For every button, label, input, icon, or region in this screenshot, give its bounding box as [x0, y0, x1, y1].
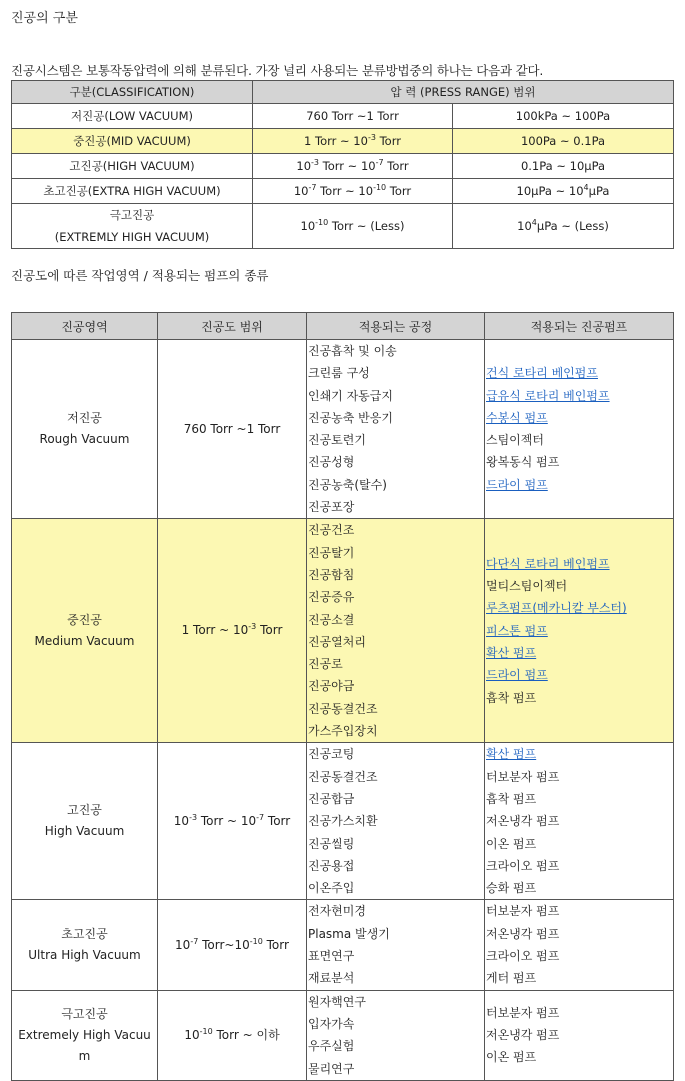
header-pump: 적용되는 진공펌프 [485, 313, 674, 340]
class-torr: $10^{-10}$ Torr ~ (Less) [253, 204, 453, 249]
pump-link[interactable]: 수봉식 펌프 [486, 410, 548, 425]
pump-item: 저온냉각 펌프 [486, 1028, 560, 1043]
pump-link[interactable]: 드라이 펌프 [486, 668, 548, 683]
classification-row [12, 104, 674, 129]
class-pa: 100kPa ~ 100Pa [453, 104, 674, 129]
work-row [12, 990, 674, 1080]
pump-link[interactable]: 확산 펌프 [486, 747, 537, 762]
process-item: 진공합금 [308, 791, 355, 806]
pump-item: 스팀이젝터 [486, 433, 544, 448]
process-item: 크린룸 구성 [308, 366, 370, 381]
process-item: 진공탈기 [308, 545, 355, 560]
classification-table [11, 80, 674, 249]
class-name: 초고진공(EXTRA HIGH VACUUM) [12, 179, 253, 204]
pump-item: 저온냉각 펌프 [486, 814, 560, 829]
pump-item: 흡착 펌프 [486, 690, 537, 705]
class-name: 극고진공 (EXTREMLY HIGH VACUUM) [12, 204, 253, 249]
classification-row [12, 154, 674, 179]
header-pressure-range: 압 력 (PRESS RANGE) 범위 [253, 81, 674, 104]
process-item: 진공흡착 및 이송 [308, 344, 397, 358]
process-item: 진공동결건조 [308, 701, 378, 716]
class-pa: 0.1Pa ~ 10μPa [453, 154, 674, 179]
process-item: 진공농축(탈수) [308, 477, 387, 492]
pump-item: 터보분자 펌프 [486, 904, 560, 919]
class-torr: 1 Torr ~ $10^{-3}$ Torr [253, 129, 453, 154]
pump-item: 이온 펌프 [486, 836, 537, 851]
process-item: 전자현미경 [308, 904, 366, 919]
pump-item: 게터 펌프 [486, 971, 537, 986]
class-name: 저진공(LOW VACUUM) [12, 104, 253, 129]
pump-link[interactable]: 급유식 로타리 베인펌프 [486, 388, 610, 403]
process-item: 인쇄기 자동급지 [308, 388, 393, 403]
work-row [12, 743, 674, 900]
process-item: 입자가속 [308, 1016, 355, 1031]
classification-row [12, 204, 674, 249]
pump-item: 저온냉각 펌프 [486, 926, 560, 941]
pump-list [485, 900, 674, 990]
process-list [307, 743, 485, 900]
pump-item: 왕복동식 펌프 [486, 455, 560, 470]
page-title: 진공의 구분 [11, 11, 78, 26]
class-pa: 10μPa ~ $10^4\mu Pa$ [453, 179, 674, 204]
classification-row [12, 179, 674, 204]
pump-link[interactable]: 드라이 펌프 [486, 477, 548, 492]
process-item: 이온주입 [308, 881, 355, 896]
process-item: 진공함침 [308, 567, 355, 582]
process-item: 표면연구 [308, 949, 355, 964]
process-item: 가스주입장치 [308, 724, 378, 739]
process-item: 우주실험 [308, 1039, 355, 1054]
process-item: 진공씰링 [308, 836, 355, 851]
range-cell: 1 Torr ~ $10^{-3}$ Torr [158, 519, 307, 743]
header-classification: 구분(CLASSIFICATION) [12, 81, 253, 104]
class-name: 고진공(HIGH VACUUM) [12, 154, 253, 179]
classification-header-row [12, 81, 674, 104]
pump-list [485, 519, 674, 743]
area-cell: 중진공 Medium Vacuum [12, 519, 158, 743]
process-item: 진공포장 [308, 500, 355, 515]
area-cell: 저진공 Rough Vacuum [12, 340, 158, 519]
process-item: 진공야금 [308, 679, 355, 694]
area-cell: 고진공 High Vacuum [12, 743, 158, 900]
process-item: 진공토련기 [308, 433, 366, 448]
pump-link[interactable]: 루츠펌프(메카니칼 부스터) [486, 601, 627, 616]
process-item: 진공건조 [308, 523, 355, 538]
work-row [12, 340, 674, 519]
process-item: 진공농축 반응기 [308, 410, 393, 425]
process-list [307, 900, 485, 990]
process-item: 진공소결 [308, 612, 355, 627]
pump-list [485, 340, 674, 519]
work-header-row [12, 313, 674, 340]
work-row [12, 519, 674, 743]
process-item: 진공가스치환 [308, 814, 378, 829]
classification-row [12, 129, 674, 154]
pump-link[interactable]: 다단식 로타리 베인펌프 [486, 556, 610, 571]
area-cell: 초고진공 Ultra High Vacuum [12, 900, 158, 990]
class-torr: $10^{-3}$ Torr ~ $10^{-7}$ Torr [253, 154, 453, 179]
pump-link[interactable]: 건식 로타리 베인펌프 [486, 366, 598, 381]
range-cell: 760 Torr ~1 Torr [158, 340, 307, 519]
range-cell: $10^{-10}$ Torr ~ 이하 [158, 990, 307, 1080]
area-cell: 극고진공 Extremely High Vacuu m [12, 990, 158, 1080]
pump-item: 터보분자 펌프 [486, 1005, 560, 1020]
process-item: 진공증유 [308, 590, 355, 605]
pump-link[interactable]: 피스톤 펌프 [486, 623, 548, 638]
process-item: 진공용접 [308, 858, 355, 873]
process-item: 원자핵연구 [308, 994, 366, 1009]
pump-item: 멀티스팀이젝터 [486, 579, 568, 594]
process-item: 진공동결건조 [308, 769, 378, 784]
process-list [307, 340, 485, 519]
class-name: 중진공(MID VACUUM) [12, 129, 253, 154]
section-title: 진공도에 따른 작업영역 / 적용되는 펌프의 종류 [11, 268, 269, 283]
process-item: Plasma 발생기 [308, 926, 390, 941]
range-cell: $10^{-3}$ Torr ~ $10^{-7}$ Torr [158, 743, 307, 900]
pump-item: 이온 펌프 [486, 1050, 537, 1065]
range-cell: $10^{-7}$ $Torr\sim 10^{-10}$ Torr [158, 900, 307, 990]
process-list [307, 990, 485, 1080]
work-row [12, 900, 674, 990]
process-item: 진공코팅 [308, 747, 355, 762]
class-pa: $10^4\mu Pa$ ~ (Less) [453, 204, 674, 249]
class-pa: 100Pa ~ 0.1Pa [453, 129, 674, 154]
class-torr: $10^{-7}$ Torr ~ $10^{-10}$ Torr [253, 179, 453, 204]
vacuum-work-table [11, 312, 674, 1081]
process-item: 진공열처리 [308, 634, 366, 649]
pump-item: 크라이오 펌프 [486, 858, 560, 873]
pump-item: 승화 펌프 [486, 881, 537, 896]
header-area: 진공영역 [12, 313, 158, 340]
pump-list [485, 990, 674, 1080]
header-range: 진공도 범위 [158, 313, 307, 340]
process-list [307, 519, 485, 743]
process-item: 재료분석 [308, 971, 355, 986]
pump-list [485, 743, 674, 900]
pump-item: 터보분자 펌프 [486, 769, 560, 784]
pump-item: 크라이오 펌프 [486, 949, 560, 964]
process-item: 진공성형 [308, 455, 355, 470]
pump-link[interactable]: 확산 펌프 [486, 646, 537, 660]
pump-item: 흡착 펌프 [486, 791, 537, 806]
process-item: 물리연구 [308, 1061, 355, 1076]
header-process: 적용되는 공정 [307, 313, 485, 340]
intro-text: 진공시스템은 보통작동압력에 의해 분류된다. 가장 널리 사용되는 분류방법중의 하나는 다음과 같다. [11, 63, 544, 78]
class-torr: 760 Torr ~1 Torr [253, 104, 453, 129]
process-item: 진공로 [308, 657, 343, 672]
